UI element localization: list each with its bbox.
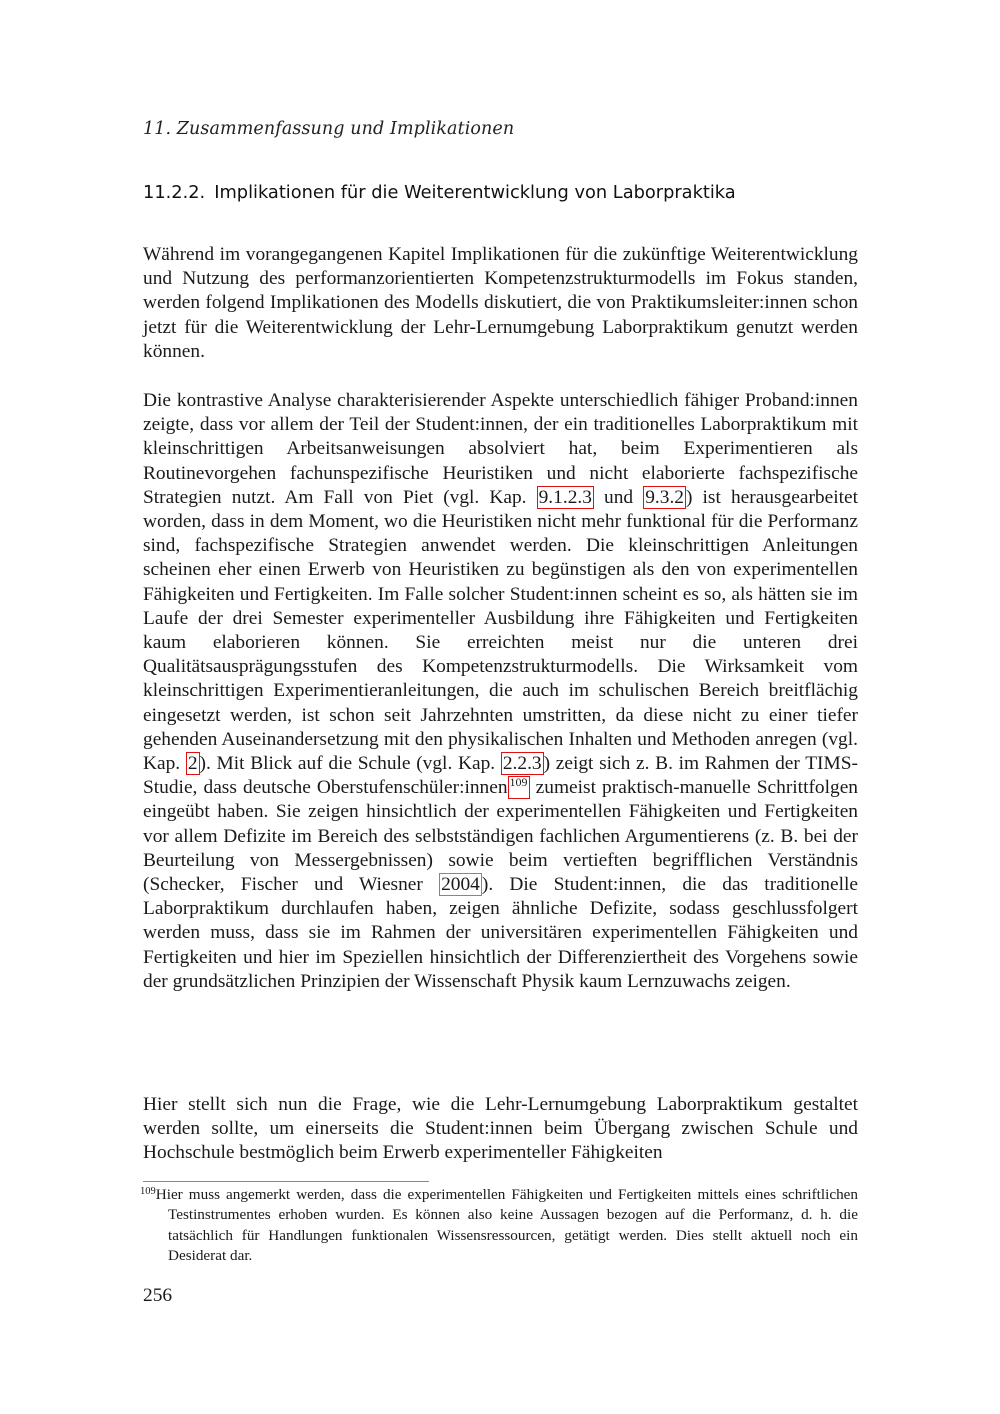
text-run: ). Mit Blick auf die Schule (vgl. Kap. — [199, 753, 501, 775]
chapter-ref-link[interactable]: 2.2.3 — [502, 753, 542, 775]
section-title: Implikationen für die Weiterentwicklung von Laborpraktika — [214, 182, 736, 203]
chapter-ref-link[interactable]: 9.3.2 — [645, 486, 684, 508]
footnote-ref-link[interactable] — [508, 776, 530, 799]
section-heading — [143, 182, 736, 203]
citation-link[interactable]: 2004 — [441, 874, 480, 896]
running-head: 11. Zusammenfassung und Implikationen — [143, 119, 515, 139]
footnote-number: 109 — [140, 1186, 156, 1197]
text-run: ) ist herausgearbeitet worden, dass in dem Moment, wo die Heuristiken nicht mehr funktional für die Performanz sind, fachspezifische Strategien anwendet werden. Die kleinschrittigen Anleitungen scheinen eher einen Erwerb von Heuristiken zu begünstigen als den von experimentellen Fähigkeiten und Fertigkeiten. Im Falle solcher Student:innen scheint es so, als hätten sie im Laufe der drei Semester experimenteller Ausbildung ihre Fähigkeiten und Fertigkeiten kaum elaborieren können. Sie erreichten meist nur die unteren drei Qualitätsausprägungsstufen des Kompetenzstrukturmodells. Die Wirksamkeit vom kleinschrittigen Experimentieranleitungen, die auch im schulischen Bereich breitflächig eingesetzt werden, ist schon seit Jahrzehnten umstritten, da diese nicht zu einer tiefer gehenden Auseinandersetzung mit den physikalischen Inhalten und Methoden anregen (vgl. Kap. — [143, 486, 858, 775]
footnote-divider — [143, 1181, 429, 1182]
paragraph-1: Während im vorangegangenen Kapitel Implikationen für die zukünftige Weiterentwicklung und Nutzung des performanzorientierten Kompetenzstrukturmodells im Fokus standen, werden folgend Implikationen des Modells diskutiert, die von Praktikumsleiter:innen schon jetzt für die Weiterentwicklung der Lehr-Lernumgebung Laborpraktikum genutzt werden können. — [143, 244, 858, 362]
footnote-text: Hier muss angemerkt werden, dass die experimentellen Fähigkeiten und Fertigkeiten mittels eines schriftlichen Testinstrumentes erhoben wurden. Es können also keine Aussagen bezogen auf die Performanz, d. h. die tatsächlich für Handlungen funktionalen Wissensressourcen, getätigt werden. Dies stellt aktuell noch ein Desiderat dar. — [155, 1186, 858, 1264]
text-run: ) zeigt sich z. B. im Rahmen der TIMS-Studie, dass deutsche Oberstufenschüler:innen — [143, 753, 858, 799]
paragraph-3: Hier stellt sich nun die Frage, wie die Lehr-Lernumgebung Laborpraktikum gestaltet werden sollte, um einerseits die Student:innen beim Übergang zwischen Schule und Hochschule bestmöglich beim Erwerb experimenteller Fähigkeiten — [143, 1094, 858, 1164]
chapter-ref-link[interactable]: 9.1.2.3 — [538, 486, 592, 508]
page-number: 256 — [143, 1285, 173, 1306]
text-run: ). Die Student:innen, die das traditionelle Laborpraktikum durchlaufen haben, zeigen ähnliche Defizite, sodass geschlussfolgert werden muss, dass sie im Rahmen der universitären experimentellen Fähigkeiten und Fertigkeiten und hier im Speziellen hinsichtlich der Differenziertheit des Vorgehens sowie der grundsätzlichen Prinzipien der Wissenschaft Physik kaum Lernzuwachs zeigen. — [143, 874, 858, 992]
section-number: 11.2.2. — [143, 182, 206, 203]
text-run: Die kontrastive Analyse charakterisierender Aspekte unterschiedlich fähiger Proband:innen zeigte, dass vor allem der Teil der Student:innen, der ein traditionelles Laborpraktikum mit kleinschrittigen Arbeitsanweisungen absolviert hat, beim Experimentieren als Routinevorgehen fachunspezifische Heuristiken und nicht elaborierte fachspezifische Strategien nutzt. Am Fall von Piet (vgl. Kap. — [143, 390, 858, 508]
paragraph-2 — [143, 389, 858, 994]
chapter-ref-link[interactable]: 2 — [187, 753, 198, 775]
footnote — [140, 1185, 858, 1266]
text-run: zumeist praktisch-manuelle Schrittfolgen eingeübt haben. Sie zeigen hinsichtlich der experimentellen Fähigkeiten und Fertigkeiten vor allem Defizite im Bereich des selbstständigen fachlichen Argumentierens (z. B. bei der Beurteilung von Messergebnissen) sowie beim vertieften begrifflichen Verständnis (Schecker, Fischer und Wiesner — [143, 777, 858, 896]
footnote-mark: 109 — [509, 775, 528, 790]
text-run: und — [593, 486, 644, 508]
